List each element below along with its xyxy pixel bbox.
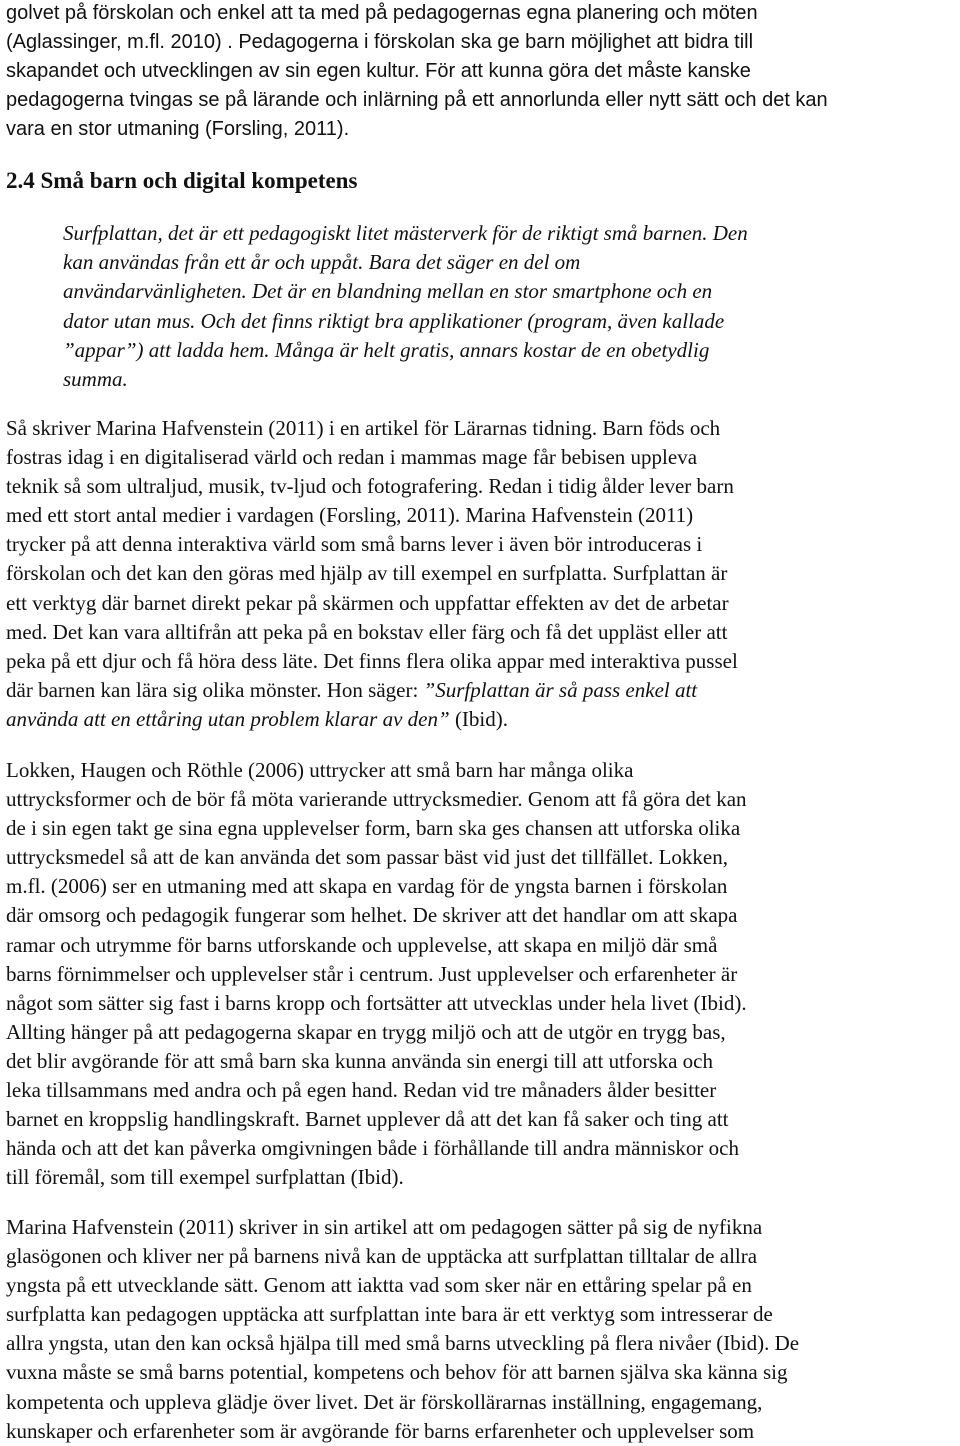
text-line: yngsta på ett utvecklande sätt. Genom att iaktta vad som sker när en ettåring spelar på en	[6, 1273, 752, 1298]
text-line	[6, 705, 738, 734]
text-line: de i sin egen takt ge sina egna upplevelser form, barn ska ges chansen att utforska olika	[6, 816, 741, 841]
text-line: hända och att det kan påverka omgivningen både i förhållande till andra människor och	[6, 1136, 740, 1161]
text-line: ramar och utrymme för barns utforskande och upplevelse, att skapa en miljö där små	[6, 932, 718, 957]
inline-quote: ”Surfplattan är så pass enkel att	[423, 677, 698, 702]
quote-line: Surfplattan, det är ett pedagogiskt litet mästerverk för de riktigt små barnen. Den	[63, 221, 748, 245]
text-line: Marina Hafvenstein (2011) skriver in sin artikel att om pedagogen sätter på sig de nyfikna	[6, 1215, 763, 1239]
intro-paragraph	[6, 0, 828, 144]
text-line: Så skriver Marina Hafvenstein (2011) i en artikel för Lärarnas tidning. Barn föds och	[6, 416, 721, 440]
text-line: kunskaper och erfarenheter som är avgörande för barns erfarenheter och upplevelser som	[6, 1418, 755, 1443]
quote-line: summa.	[63, 367, 128, 392]
text-line: pedagogerna tvingas se på lärande och inlärning på ett annorlunda eller nytt sätt och det kan	[6, 89, 828, 111]
section-heading: 2.4 Små barn och digital kompetens	[6, 168, 358, 193]
text-line: allra yngsta, utan den kan också hjälpa till med små barns utveckling på flera nivåer (Ibid). De	[6, 1331, 800, 1356]
text-line: det blir avgörande för att små barn ska kunna använda sin energi till att utforska och	[6, 1048, 713, 1073]
quote-line: ”appar”) att ladda hem. Många är helt gratis, annars kostar de en obetydlig	[63, 337, 710, 362]
text-line: vuxna måste se små barns potential, kompetens och behov för att barnen själva ska känna sig	[6, 1360, 788, 1385]
body-paragraph-3	[6, 1213, 799, 1446]
quote-line: dator utan mus. Och det finns riktigt bra applikationer (program, även kallade	[63, 308, 725, 333]
text-line: fostras idag i en digitaliserad värld och redan i mammas mage får bebisen uppleva	[6, 445, 698, 470]
text-line: glasögonen och kliver ner på barnens nivå kan de upptäcka att surfplattan tilltalar de allra	[6, 1244, 758, 1269]
text-line: skapandet och utvecklingen av sin egen kultur. För att kunna göra det måste kanske	[6, 60, 751, 82]
text-line: peka på ett djur och få höra dess läte. Det finns flera olika appar med interaktiva pussel	[6, 648, 738, 673]
text-line: uttrycksformer och de bör få möta varierande uttrycksmedier. Genom att få göra det kan	[6, 787, 747, 812]
text-line: (Aglassinger, m.fl. 2010) . Pedagogerna i förskolan ska ge barn möjlighet att bidra till	[6, 31, 754, 53]
text-line: ett verktyg där barnet direkt pekar på skärmen och uppfattar effekten av det de arbetar	[6, 590, 729, 615]
text-line: förskolan och det kan den göras med hjälp av till exempel en surfplatta. Surfplattan är	[6, 561, 728, 586]
citation: (Ibid).	[449, 706, 509, 731]
text-line: Allting hänger på att pedagogerna skapar en trygg miljö och att de utgör en trygg bas,	[6, 1019, 726, 1044]
text-line: kompetenta och uppleva glädje över livet. Det är förskollärarnas inställning, engagemang,	[6, 1389, 763, 1414]
block-quote	[63, 219, 748, 394]
text-line: uttrycksmedel så att de kan använda det som passar bäst vid just det tillfället. Lokken,	[6, 845, 728, 870]
text-line: med. Det kan vara alltifrån att peka på en bokstav eller färg och få det uppläst eller att	[6, 619, 728, 644]
quote-line: kan användas från ett år och uppåt. Bara det säger en del om	[63, 250, 581, 275]
quote-line: användarvänligheten. Det är en blandning mellan en stor smartphone och en	[63, 279, 713, 304]
text-line: barnet en kroppslig handlingskraft. Barnet upplever då att det kan få saker och ting att	[6, 1107, 729, 1132]
text-line: leka tillsammans med andra och på egen hand. Redan vid tre månaders ålder besitter	[6, 1078, 717, 1103]
text-line: trycker på att denna interaktiva värld som små barns lever i även bör introduceras i	[6, 532, 703, 557]
text-line: där omsorg och pedagogik fungerar som helhet. De skriver att det handlar om att skapa	[6, 903, 738, 928]
text-line: vara en stor utmaning (Forsling, 2011).	[6, 118, 350, 140]
body-paragraph-1	[6, 414, 738, 734]
text-line: golvet på förskolan och enkel att ta med på pedagogernas egna planering och möten	[6, 2, 758, 24]
text-line: barns förnimmelser och upplevelser står i centrum. Just upplevelser och erfarenheter är	[6, 961, 738, 986]
text-line: m.fl. (2006) ser en utmaning med att skapa en vardag för de yngsta barnen i förskolan	[6, 874, 728, 899]
text-line: teknik så som ultraljud, musik, tv-ljud och fotografering. Redan i tidig ålder lever barn	[6, 474, 734, 499]
inline-quote: använda att en ettåring utan problem klarar av den”	[6, 706, 450, 731]
text-line: Lokken, Haugen och Röthle (2006) uttrycker att små barn har många olika	[6, 758, 634, 782]
text-line: något som sätter sig fast i barns kropp och fortsätter att utvecklas under hela livet (Ibid).	[6, 990, 747, 1015]
text-line	[6, 676, 738, 705]
text-line: surfplatta kan pedagogen upptäcka att surfplattan inte bara är ett verktyg som intresserar de	[6, 1302, 773, 1327]
text-segment: där barnen kan lära sig olika mönster. Hon säger:	[6, 677, 424, 702]
text-line: med ett stort antal medier i vardagen (Forsling, 2011). Marina Hafvenstein (2011)	[6, 503, 694, 528]
body-paragraph-2	[6, 756, 747, 1192]
text-line: till föremål, som till exempel surfplattan (Ibid).	[6, 1165, 404, 1190]
